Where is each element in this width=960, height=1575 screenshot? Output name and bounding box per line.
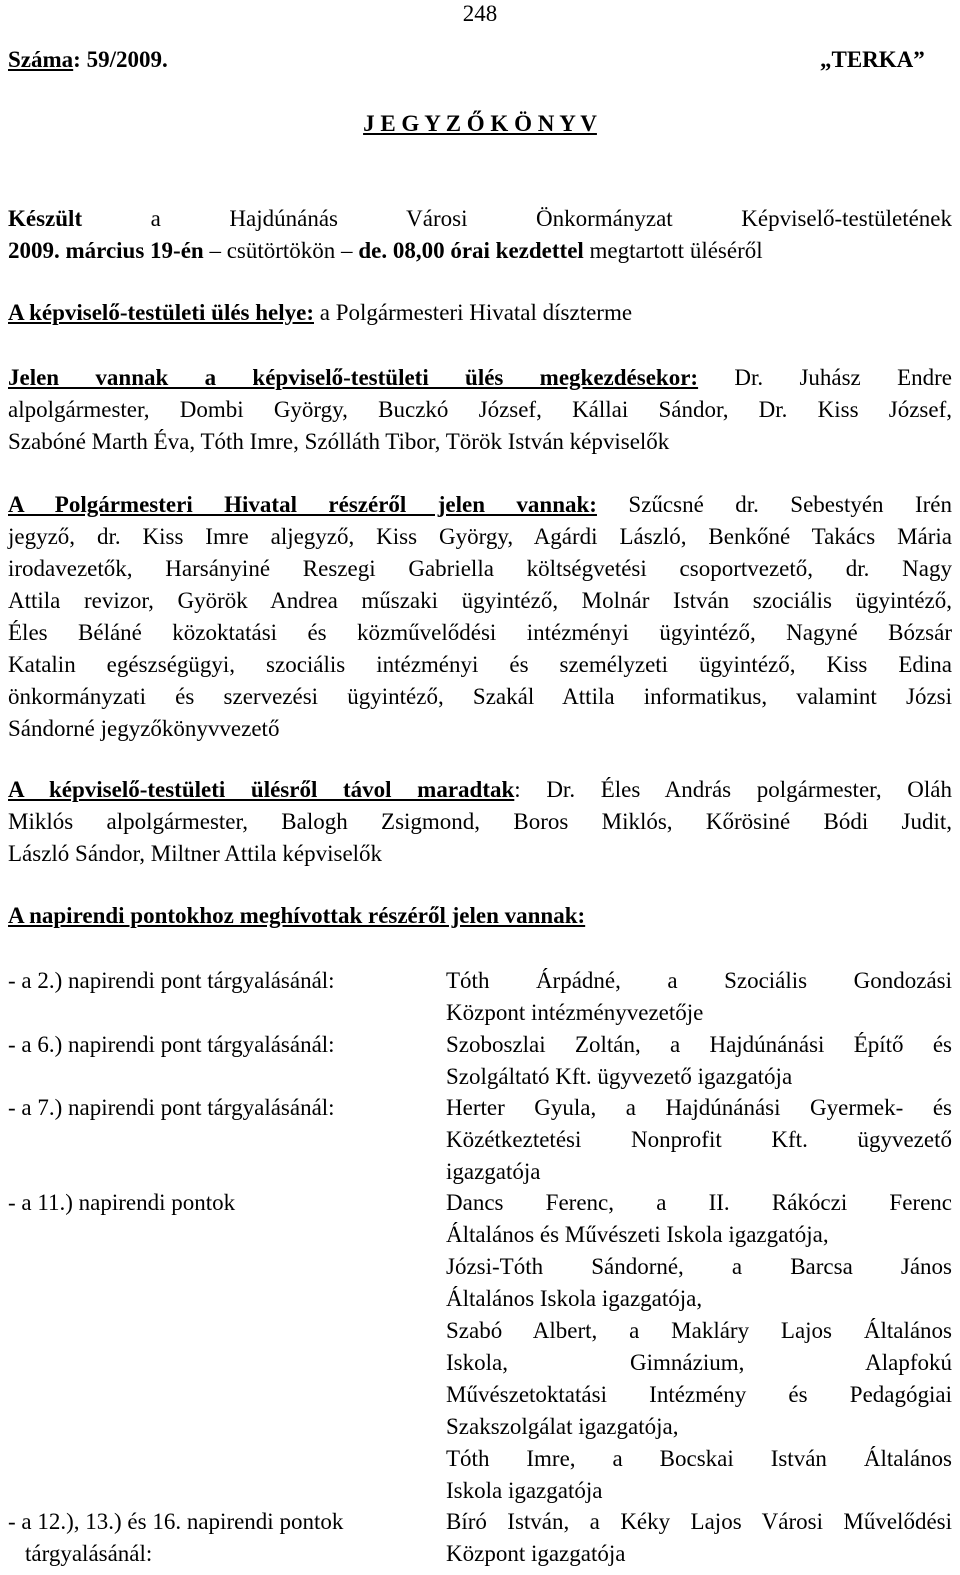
meghivott-label: - a 7.) napirendi pont tárgyalásánál: — [8, 1095, 335, 1120]
meghivott-label: - a 11.) napirendi pontok — [8, 1190, 236, 1215]
jelen-line-2: alpolgármester, Dombi György, Buczkó József, Kállai Sándor, Dr. Kiss József, — [8, 397, 952, 422]
meghivott-value: Herter Gyula, a Hajdúnánási Gyermek- és Közétkeztetési Nonprofit Kft. ügyvezető igazgatója — [446, 1095, 952, 1184]
hivatal-line: jegyző, dr. Kiss Imre aljegyző, Kiss György, Agárdi László, Benkőné Takács Mária — [8, 524, 952, 549]
tavol-paragraph — [8, 774, 952, 870]
page-title: J E G Y Z Ő K Ö N Y V — [363, 111, 597, 136]
meghivott-value: Bíró István, a Kéky Lajos Városi Művelődési Központ igazgatója — [446, 1509, 952, 1566]
meghivott-label: - a 2.) napirendi pont tárgyalásánál: — [8, 968, 335, 993]
meghivott-label: - a 6.) napirendi pont tárgyalásánál: — [8, 1032, 335, 1057]
tavol-line-3: László Sándor, Miltner Attila képviselők — [8, 841, 383, 866]
keszult-line-2: 2009. március 19-én – csütörtökön – de. 08,00 órai kezdettel megtartott üléséről — [8, 238, 763, 263]
meghivott-label: - a 12.), 13.) és 16. napirendi pontok tárgyalásánál: — [8, 1509, 344, 1566]
keszult-line-1: Készült a Hajdúnánás Városi Önkormányzat Képviselő-testületének — [8, 206, 953, 231]
hivatal-paragraph — [8, 489, 952, 745]
tavol-line-2: Miklós alpolgármester, Balogh Zsigmond, Boros Miklós, Kőrösiné Bódi Judit, — [8, 809, 952, 834]
hivatal-line: irodavezetők, Harsányiné Reszegi Gabriella költségvetési csoportvezető, dr. Nagy — [8, 556, 952, 581]
hivatal-line-1: A Polgármesteri Hivatal részéről jelen vannak: Szűcsné dr. Sebestyén Irén — [8, 492, 953, 517]
meghivott-value: Tóth Árpádné, a Szociális Gondozási Központ intézményvezetője — [446, 968, 952, 1025]
page-number: 248 — [462, 1, 498, 26]
jelen-paragraph — [8, 362, 952, 458]
hivatal-line: Éles Béláné közoktatási és közművelődési intézményi ügyintéző, Nagyné Bózsár — [8, 620, 952, 645]
keszult-paragraph — [8, 203, 952, 267]
hivatal-line: önkormányzati és szervezési ügyintéző, Szakál Attila informatikus, valamint Józsi — [8, 684, 952, 709]
helye-paragraph: A képviselő-testületi ülés helye: a Polgármesteri Hivatal díszterme — [8, 300, 633, 325]
jelen-line-3: Szabóné Marth Éva, Tóth Imre, Szólláth Tibor, Török István képviselők — [8, 429, 670, 454]
hivatal-line: Attila revizor, Györök Andrea műszaki ügyintéző, Molnár István szociális ügyintéző, — [8, 588, 952, 613]
meghivott-value: Dancs Ferenc, a II. Rákóczi Ferenc Általános és Művészeti Iskola igazgatója, Józsi-Tóth Sándorné, a Barcsa János Általános Iskola igazgatója, Szabó Albert, a Makláry Lajos Általános Iskola, Gimnázium, Alapfokú Művészetoktatási Intézmény és Pedagógiai Szakszolgálat igazgatója, Tóth Imre, a Bocskai István Általános Iskola igazgatója — [446, 1190, 952, 1503]
document-number: Száma: 59/2009. — [8, 47, 168, 72]
jelen-line-1: Jelen vannak a képviselő-testületi ülés megkezdésekor: Dr. Juhász Endre — [8, 365, 952, 390]
terka-label: „TERKA” — [820, 47, 925, 72]
hivatal-line: Sándorné jegyzőkönyvvezető — [8, 716, 280, 741]
meghivott-value: Szoboszlai Zoltán, a Hajdúnánási Építő és Szolgáltató Kft. ügyvezető igazgatója — [446, 1032, 952, 1089]
hivatal-line: Katalin egészségügyi, szociális intézményi és személyzeti ügyintéző, Kiss Edina — [8, 652, 952, 677]
meghivottak-heading: A napirendi pontokhoz meghívottak részéről jelen vannak: — [8, 903, 586, 928]
tavol-line-1: A képviselő-testületi ülésről távol maradtak: Dr. Éles András polgármester, Oláh — [8, 777, 952, 802]
